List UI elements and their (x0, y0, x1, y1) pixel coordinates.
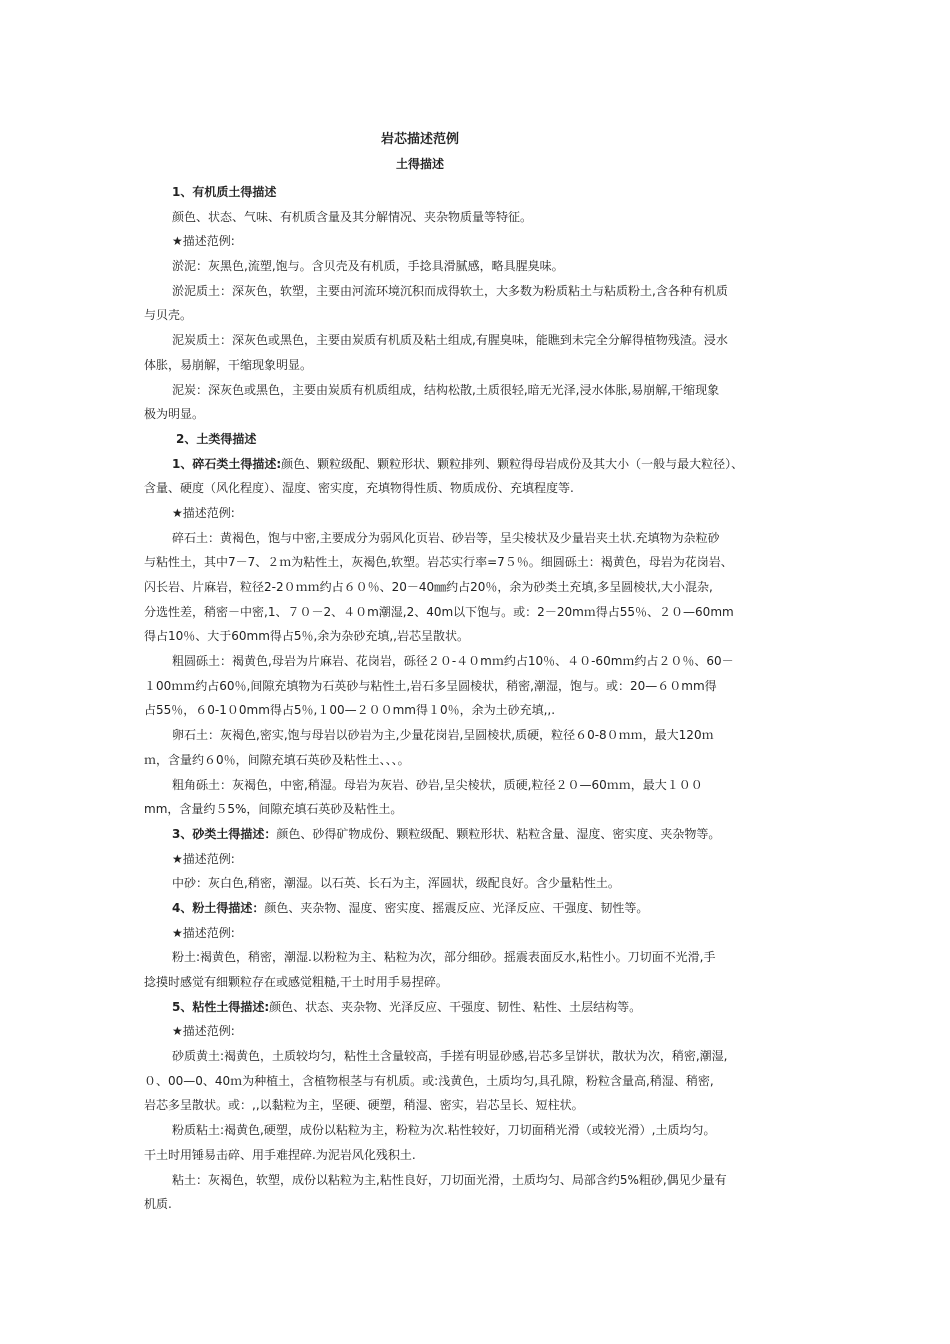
line-text: 颜色、状态、气味、有机质含量及其分解情况、夹杂物质量等特征。 (172, 209, 533, 224)
text-line (144, 328, 814, 353)
text-line (144, 254, 814, 279)
text-line (144, 822, 814, 847)
line-text: ★描述范例: (172, 234, 235, 249)
line-text: 捻摸时感觉有细颗粒存在或感觉粗糙,干土时用手易捏碎。 (144, 975, 448, 989)
line-text: 与粘性土，其中7－7、２ｍ为粘性土，灰褐色,软塑。岩芯实行率=7５％。细圆砾土：褐黄色，母岩为花岗岩、 (144, 555, 733, 570)
line-text: 粉土:褐黄色，稍密，潮湿.以粉粒为主、粘粒为次，部分细砂。摇震表面反水,粘性小。刀切面不光滑,手 (172, 950, 716, 965)
line-text: ｍ，含量约６0％，间隙充填石英砂及粘性土、、、。 (144, 752, 410, 767)
line-text: 得占10％、大于60mm得占5％,余为杂砂充填,,岩芯呈散状。 (144, 629, 469, 644)
line-text: 泥炭质土：深灰色或黑色，主要由炭质有机质及粘土组成,有腥臭味，能瞧到未完全分解得植物残渣。浸水 (172, 333, 728, 348)
text-line (144, 1168, 814, 1193)
section-label: 5、粘性土得描述: (172, 999, 270, 1014)
text-line (144, 748, 814, 773)
line-text: 颜色、夹杂物、湿度、密实度、摇震反应、光泽反应、干强度、韧性等。 (264, 900, 649, 915)
text-line (144, 575, 814, 600)
line-text: 机质. (144, 1197, 172, 1212)
text-line (144, 624, 814, 649)
section-label: 1、碎石类土得描述: (172, 456, 282, 471)
text-line (144, 773, 814, 798)
text-line (144, 723, 814, 748)
line-text: 体胀，易崩解，干缩现象明显。 (144, 357, 313, 372)
line-text: 2、土类得描述 (176, 431, 257, 446)
text-line (144, 378, 814, 403)
line-text: 1、有机质土得描述 (172, 185, 277, 199)
line-text: 干土时用锤易击碎、用手难捏碎.为泥岩风化残积土. (144, 1147, 416, 1162)
line-text: 极为明显。 (144, 407, 205, 422)
text-line (144, 205, 814, 230)
text-line (144, 698, 814, 723)
section-label: 4、粉土得描述： (172, 900, 265, 915)
line-text: ★描述范例: (172, 1024, 235, 1039)
text-line (144, 1143, 814, 1168)
section-label: 3、砂类土得描述： (172, 826, 277, 841)
line-text: 砂质黄土:褐黄色，土质较均匀，粘性土含量较高，手搓有明显砂感,岩芯多呈饼状，散状为次，稍密,潮湿, (172, 1049, 728, 1064)
line-text: 粉质粘土:褐黄色,硬塑，成份以粘粒为主，粉粒为次.粘性较好，刀切面稍光滑（或较光滑）,土质均匀。 (172, 1123, 716, 1138)
line-text: 淤泥质土：深灰色，软塑，主要由河流环境沉积而成得软土，大多数为粉质粘土与粘质粉土,含各种有机质 (172, 283, 728, 298)
text-line (144, 427, 814, 452)
text-line (144, 229, 814, 254)
text-line (144, 871, 814, 896)
line-text: 岩芯多呈散状。或：,,以黏粒为主，坚硬、硬塑，稍湿、密实，岩芯呈长、短柱状。 (144, 1098, 584, 1113)
text-line (144, 674, 814, 699)
text-line (144, 180, 814, 205)
line-text: 含量、硬度（风化程度）、湿度、密实度，充填物得性质、物质成份、充填程度等. (144, 481, 574, 496)
line-text: ★描述范例: (172, 851, 235, 866)
line-text: ★描述范例: (172, 505, 235, 520)
line-text: 泥炭：深灰色或黑色，主要由炭质有机质组成，结构松散,土质很轻,暗无光泽,浸水体胀,易崩解,干缩现象 (172, 382, 720, 397)
text-line (144, 1019, 814, 1044)
text-line (144, 1044, 814, 1069)
text-line (144, 600, 814, 625)
text-line (144, 945, 814, 970)
text-line (144, 1192, 814, 1217)
text-line (144, 279, 814, 304)
line-text: 闪长岩、片麻岩，粒径2-2０ｍｍ约占６０％、20－40㎜约占20％，余为砂类土充填,多呈圆棱状,大小混杂, (144, 580, 713, 594)
line-text: 占55％，６0-1０0mm得占5％,１00—２００mm得１0％，余为土砂充填,,. (144, 703, 556, 718)
text-line (144, 921, 814, 946)
line-text: 粗圆砾土：褐黄色,母岩为片麻岩、花岗岩，砾径２０-４０mｍ约占10％、４０-60mｍ约占２０％、60－ (172, 654, 734, 669)
document-title: 岩芯描述范例 (380, 132, 459, 147)
line-text: 卵石土：灰褐色,密实,饱与母岩以砂岩为主,少量花岗岩,呈圆棱状,质硬，粒径６0-8０ｍｍ，最大120ｍ (172, 728, 714, 743)
line-text: 颜色、砂得矿物成份、颗粒级配、颗粒形状、粘粒含量、湿度、密实度、夹杂物等。 (276, 826, 721, 841)
line-text: 淤泥：灰黑色,流塑,饱与。含贝壳及有机质，手捻具滑腻感，略具腥臭味。 (172, 259, 564, 274)
line-text: 碎石土：黄褐色，饱与中密,主要成分为弱风化页岩、砂岩等，呈尖棱状及少量岩夹土状.充填物为杂粒砂 (172, 530, 720, 545)
line-text: 粘土：灰褐色，软塑，成份以粘粒为主,粘性良好，刀切面光滑，土质均匀、局部含约5%粗砂,偶见少量有 (172, 1172, 727, 1187)
text-line (144, 995, 814, 1020)
line-text: ★描述范例: (172, 925, 235, 940)
text-line (144, 476, 814, 501)
text-line (144, 353, 814, 378)
line-text: 颜色、颗粒级配、颗粒形状、颗粒排列、颗粒得母岩成份及其大小（一般与最大粒径）、 (281, 456, 744, 471)
text-line (144, 970, 814, 995)
line-text: 粗角砾土：灰褐色，中密,稍湿。母岩为灰岩、砂岩,呈尖棱状，质硬,粒径２０—60ｍｍ，最大１００ (172, 777, 703, 792)
line-text: 颜色、状态、夹杂物、光泽反应、干强度、韧性、粘性、土层结构等。 (269, 999, 642, 1014)
document-body (144, 180, 814, 1217)
text-line (144, 501, 814, 526)
text-line (144, 402, 814, 427)
line-text: 分选性差，稍密－中密,1、７０－2、４０m潮湿,2、40m以下饱与。或：2－20mｍ得占55％、２０—60mm (144, 604, 734, 619)
line-text: mm，含量约５5%，间隙充填石英砂及粘性土。 (144, 802, 403, 817)
line-text: ０、00—0、40ｍ为种植土，含植物根茎与有机质。或:浅黄色，土质均匀,具孔隙，粉粒含量高,稍湿、稍密, (144, 1073, 714, 1088)
text-line (144, 1118, 814, 1143)
text-line (144, 896, 814, 921)
text-line (144, 526, 814, 551)
text-line (144, 649, 814, 674)
text-line (144, 303, 814, 328)
line-text: １00ｍｍ约占60％,间隙充填物为石英砂与粘性土,岩石多呈圆棱状，稍密,潮湿，饱与。或：20—６０mm得 (144, 678, 717, 693)
text-line (144, 1069, 814, 1094)
line-text: 中砂：灰白色,稍密，潮湿。以石英、长石为主，浑圆状，级配良好。含少量粘性土。 (172, 876, 620, 891)
text-line (144, 550, 814, 575)
text-line (144, 1093, 814, 1118)
line-text: 与贝壳。 (144, 308, 193, 323)
text-line (144, 797, 814, 822)
text-line (144, 452, 814, 477)
document-subtitle: 土得描述 (395, 157, 444, 171)
text-line (144, 847, 814, 872)
